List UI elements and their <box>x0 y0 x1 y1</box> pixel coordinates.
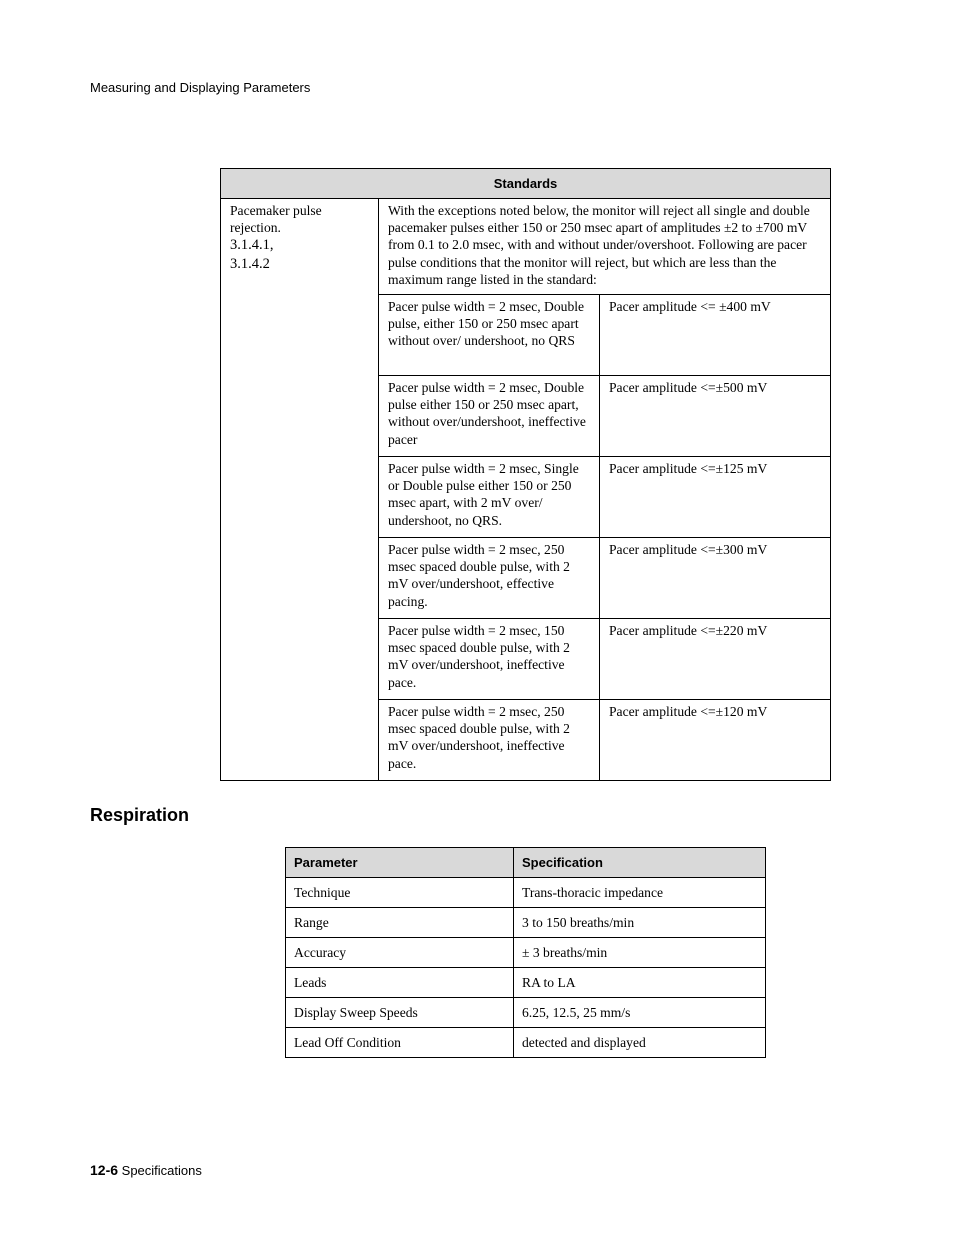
specification-cell: RA to LA <box>514 968 766 998</box>
page-footer <box>90 1162 202 1178</box>
standards-header-row <box>221 169 831 199</box>
running-header: Measuring and Displaying Parameters <box>90 80 311 95</box>
table-row <box>286 968 766 998</box>
specification-cell: 6.25, 12.5, 25 mm/s <box>514 998 766 1028</box>
pacer-amplitude: Pacer amplitude <=±125 mV <box>600 457 831 538</box>
parameter-cell: Leads <box>286 968 514 998</box>
specification-cell: detected and displayed <box>514 1028 766 1058</box>
standards-intro-row <box>221 199 831 295</box>
table-row <box>286 908 766 938</box>
parameter-cell: Lead Off Condition <box>286 1028 514 1058</box>
pacer-condition: Pacer pulse width = 2 msec, 250 msec spaced double pulse, with 2 mV over/undershoot, effective pacing. <box>379 538 600 619</box>
pacer-condition: Pacer pulse width = 2 msec, 250 msec spaced double pulse, with 2 mV over/undershoot, ineffective pace. <box>379 700 600 781</box>
parameter-cell: Accuracy <box>286 938 514 968</box>
table-row <box>286 998 766 1028</box>
standards-table <box>220 168 831 781</box>
column-header-specification: Specification <box>514 848 766 878</box>
chapter-title: Specifications <box>121 1163 202 1178</box>
standard-clause-2: 3.1.4.2 <box>230 256 270 273</box>
section-title-respiration: Respiration <box>90 805 190 825</box>
pacer-condition: Pacer pulse width = 2 msec, 150 msec spaced double pulse, with 2 mV over/undershoot, ineffective pace. <box>379 619 600 700</box>
page-number: 12-6 <box>90 1162 119 1178</box>
standards-heading: Standards <box>221 169 831 199</box>
parameter-cell: Technique <box>286 878 514 908</box>
pacer-condition: Pacer pulse width = 2 msec, Single or Double pulse either 150 or 250 msec apart, with 2 mV over/ undershoot, no QRS. <box>379 457 600 538</box>
parameter-cell: Display Sweep Speeds <box>286 998 514 1028</box>
standard-clause-1: 3.1.4.1, <box>230 237 274 254</box>
standard-reference-cell <box>221 199 379 781</box>
standard-reference-label: Pacemaker pulse rejection. <box>230 203 322 236</box>
pacer-amplitude: Pacer amplitude <=±300 mV <box>600 538 831 619</box>
standards-intro-text: With the exceptions noted below, the monitor will reject all single and double pacemaker pulses either 150 or 250 msec apart of amplitudes ±2 to ±700 mV from 0.1 to 2.0 msec, with and without under/overshoot. Following are pacer pulse conditions that the monitor will reject, but which are less than the maximum range listed in the standard: <box>379 199 831 295</box>
table-row <box>286 878 766 908</box>
pacer-amplitude: Pacer amplitude <=±220 mV <box>600 619 831 700</box>
pacer-amplitude: Pacer amplitude <= ±400 mV <box>600 295 831 376</box>
table-row <box>286 938 766 968</box>
pacer-amplitude: Pacer amplitude <=±120 mV <box>600 700 831 781</box>
parameter-cell: Range <box>286 908 514 938</box>
specification-cell: Trans-thoracic impedance <box>514 878 766 908</box>
table-row <box>286 1028 766 1058</box>
specification-cell: 3 to 150 breaths/min <box>514 908 766 938</box>
column-header-parameter: Parameter <box>286 848 514 878</box>
respiration-table <box>285 847 766 1058</box>
pacer-condition: Pacer pulse width = 2 msec, Double pulse either 150 or 250 msec apart, without over/undershoot, ineffective pacer <box>379 376 600 457</box>
pacer-condition: Pacer pulse width = 2 msec, Double pulse, either 150 or 250 msec apart without over/ undershoot, no QRS <box>379 295 600 376</box>
specification-cell: ± 3 breaths/min <box>514 938 766 968</box>
respiration-header-row <box>286 848 766 878</box>
pacer-amplitude: Pacer amplitude <=±500 mV <box>600 376 831 457</box>
